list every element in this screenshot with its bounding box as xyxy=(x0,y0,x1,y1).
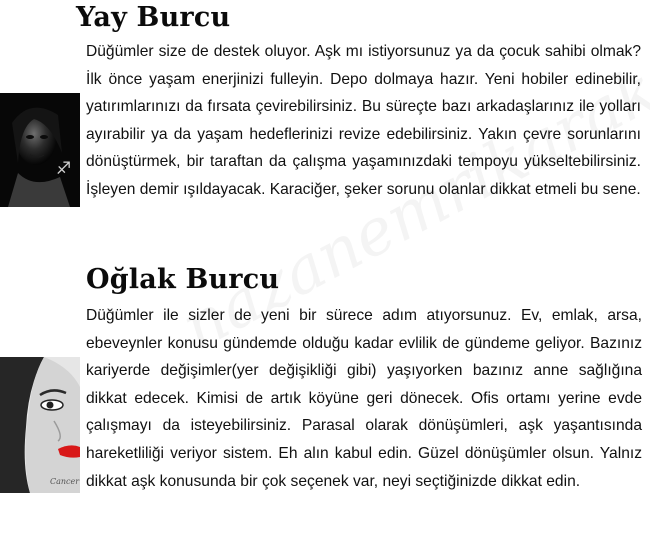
sagittarius-symbol-icon: ♐ xyxy=(56,159,72,179)
capricorn-image xyxy=(0,357,80,493)
capricorn-portrait-graphic xyxy=(0,357,80,493)
sagittarius-image xyxy=(0,93,80,207)
artist-signature: Cancer xyxy=(50,477,80,486)
section-title-capricorn: Oğlak Burcu xyxy=(86,264,280,295)
section-text-sagittarius: Düğümler size de destek oluyor. Aşk mı istiyorsunuz ya da çocuk sahibi olmak? İlk önce yaşam enerjinizi fulleyin. Depo dolmaya hazır. Yeni hobiler edinebilir, yatırımlarınızı da fırsata çevirebilirsiniz. Bu süreçte bazı arkadaşlarınız ile yolları ayırabilir ya da yaşam hedeflerinizi revize edebilirsiniz. Yakın çevre sorunlarını dönüştürmek, bir taraftan da çalışma yaşamınızdaki tempoyu yükseltebilirsiniz. İşleyen demir ışıldayacak. Karaciğer, şeker sorunu olanlar dikkat etmeli bu sene. xyxy=(86,43,641,198)
sagittarius-portrait-graphic xyxy=(0,93,80,207)
section-title-sagittarius: Yay Burcu xyxy=(76,2,231,33)
section-text-capricorn: Düğümler ile sizler de yeni bir sürece adım atıyorsunuz. Ev, emlak, arsa, ebeveynler konusu gündemde olduğu kadar evlilik de gündeme geliyor. Bazınız kariyerde değişimler(yer değişikliği gibi) yaşıyorken bazınız anne sağlığına dikkat edecek. Kimisi de artık köyüne geri dönecek. Ofis ortamı yerine evde çalışmayı da isteyebilirsiniz. Parasal olarak dönüşümleri, aşk yaşantısında hareketliliği veriyor sistem. Eh alın kabul edin. Güzel dönüşümler olsun. Yalnız dikkat aşk konusunda bir çok seçenek var, neyi seçtiğinizde dikkat edin. xyxy=(86,307,642,490)
